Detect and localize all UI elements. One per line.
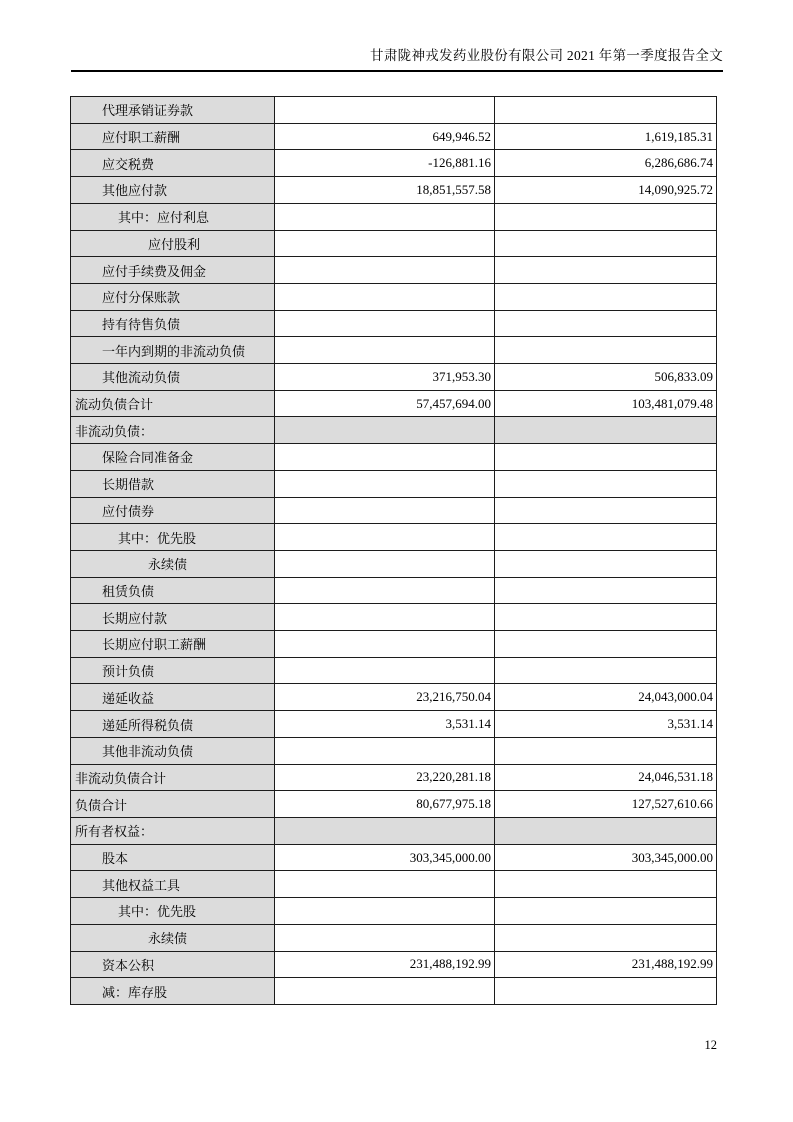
- amount-prior-cell: [495, 871, 717, 898]
- amount-current-cell: 303,345,000.00: [275, 844, 495, 871]
- table-row: [71, 283, 717, 310]
- amount-prior-cell: [495, 550, 717, 577]
- table-row: [71, 791, 717, 818]
- row-label-cell: 长期应付款: [71, 604, 275, 631]
- amount-prior-cell: 127,527,610.66: [495, 791, 717, 818]
- table-row: [71, 684, 717, 711]
- table-row: [71, 123, 717, 150]
- amount-current-cell: 231,488,192.99: [275, 951, 495, 978]
- row-label-cell: 预计负债: [71, 657, 275, 684]
- amount-prior-cell: [495, 817, 717, 844]
- page-number: 12: [704, 1038, 717, 1052]
- table-row: [71, 631, 717, 658]
- amount-prior-cell: 14,090,925.72: [495, 177, 717, 204]
- amount-current-cell: [275, 871, 495, 898]
- amount-current-cell: [275, 737, 495, 764]
- row-label-cell: 其中：优先股: [71, 898, 275, 925]
- amount-prior-cell: [495, 631, 717, 658]
- table-row: [71, 230, 717, 257]
- table-row: [71, 417, 717, 444]
- amount-prior-cell: [495, 737, 717, 764]
- row-label-cell: 递延所得税负债: [71, 711, 275, 738]
- row-label-cell: 股本: [71, 844, 275, 871]
- table-row: [71, 871, 717, 898]
- row-label-cell: 流动负债合计: [71, 390, 275, 417]
- amount-prior-cell: [495, 604, 717, 631]
- row-label-cell: 应付职工薪酬: [71, 123, 275, 150]
- amount-current-cell: 57,457,694.00: [275, 390, 495, 417]
- amount-current-cell: 23,216,750.04: [275, 684, 495, 711]
- row-label-cell: 应付分保账款: [71, 283, 275, 310]
- row-label-cell: 永续债: [71, 550, 275, 577]
- row-label-cell: 其中：优先股: [71, 524, 275, 551]
- table-row: [71, 711, 717, 738]
- amount-prior-cell: [495, 444, 717, 471]
- row-label-cell: 应交税费: [71, 150, 275, 177]
- amount-current-cell: [275, 631, 495, 658]
- row-label-cell: 其他权益工具: [71, 871, 275, 898]
- amount-prior-cell: [495, 978, 717, 1005]
- amount-prior-cell: 1,619,185.31: [495, 123, 717, 150]
- amount-current-cell: [275, 550, 495, 577]
- amount-current-cell: [275, 337, 495, 364]
- table-row: [71, 203, 717, 230]
- row-label-cell: 其他非流动负债: [71, 737, 275, 764]
- amount-prior-cell: 3,531.14: [495, 711, 717, 738]
- amount-prior-cell: 6,286,686.74: [495, 150, 717, 177]
- row-label-cell: 减：库存股: [71, 978, 275, 1005]
- row-label-cell: 租赁负债: [71, 577, 275, 604]
- amount-prior-cell: 24,043,000.04: [495, 684, 717, 711]
- amount-current-cell: [275, 230, 495, 257]
- row-label-cell: 负债合计: [71, 791, 275, 818]
- amount-current-cell: [275, 283, 495, 310]
- amount-current-cell: [275, 203, 495, 230]
- amount-current-cell: 80,677,975.18: [275, 791, 495, 818]
- amount-current-cell: [275, 310, 495, 337]
- table-row: [71, 737, 717, 764]
- table-row: [71, 97, 717, 124]
- amount-current-cell: 649,946.52: [275, 123, 495, 150]
- amount-current-cell: [275, 924, 495, 951]
- page-header: 甘肃陇神戎发药业股份有限公司 2021 年第一季度报告全文: [71, 46, 723, 72]
- amount-current-cell: 3,531.14: [275, 711, 495, 738]
- table-row: [71, 817, 717, 844]
- amount-prior-cell: [495, 230, 717, 257]
- table-row: [71, 577, 717, 604]
- table-row: [71, 310, 717, 337]
- table-row: [71, 604, 717, 631]
- row-label-cell: 其中：应付利息: [71, 203, 275, 230]
- amount-current-cell: [275, 817, 495, 844]
- amount-prior-cell: [495, 497, 717, 524]
- table-row: [71, 337, 717, 364]
- row-label-cell: 其他应付款: [71, 177, 275, 204]
- amount-prior-cell: 303,345,000.00: [495, 844, 717, 871]
- amount-prior-cell: 506,833.09: [495, 364, 717, 391]
- amount-current-cell: [275, 444, 495, 471]
- amount-current-cell: [275, 417, 495, 444]
- row-label-cell: 保险合同准备金: [71, 444, 275, 471]
- row-label-cell: 资本公积: [71, 951, 275, 978]
- amount-current-cell: [275, 898, 495, 925]
- amount-prior-cell: [495, 203, 717, 230]
- balance-sheet-table-body: [71, 97, 717, 1005]
- amount-current-cell: 18,851,557.58: [275, 177, 495, 204]
- row-label-cell: 长期应付职工薪酬: [71, 631, 275, 658]
- amount-prior-cell: [495, 924, 717, 951]
- row-label-cell: 其他流动负债: [71, 364, 275, 391]
- row-label-cell: 一年内到期的非流动负债: [71, 337, 275, 364]
- amount-prior-cell: [495, 337, 717, 364]
- row-label-cell: 非流动负债：: [71, 417, 275, 444]
- amount-prior-cell: 231,488,192.99: [495, 951, 717, 978]
- amount-current-cell: [275, 978, 495, 1005]
- amount-prior-cell: [495, 524, 717, 551]
- row-label-cell: 应付手续费及佣金: [71, 257, 275, 284]
- table-row: [71, 924, 717, 951]
- table-row: [71, 550, 717, 577]
- amount-current-cell: [275, 97, 495, 124]
- amount-prior-cell: [495, 577, 717, 604]
- balance-sheet-table: [70, 96, 717, 1005]
- table-row: [71, 898, 717, 925]
- table-row: [71, 951, 717, 978]
- table-row: [71, 390, 717, 417]
- table-row: [71, 177, 717, 204]
- amount-prior-cell: [495, 898, 717, 925]
- amount-prior-cell: [495, 657, 717, 684]
- table-row: [71, 497, 717, 524]
- row-label-cell: 长期借款: [71, 470, 275, 497]
- amount-prior-cell: 24,046,531.18: [495, 764, 717, 791]
- amount-current-cell: [275, 524, 495, 551]
- table-row: [71, 444, 717, 471]
- row-label-cell: 应付债券: [71, 497, 275, 524]
- row-label-cell: 所有者权益：: [71, 817, 275, 844]
- table-row: [71, 764, 717, 791]
- amount-current-cell: [275, 470, 495, 497]
- amount-prior-cell: [495, 417, 717, 444]
- table-row: [71, 150, 717, 177]
- table-row: [71, 470, 717, 497]
- amount-prior-cell: [495, 283, 717, 310]
- amount-current-cell: 23,220,281.18: [275, 764, 495, 791]
- table-row: [71, 524, 717, 551]
- table-row: [71, 257, 717, 284]
- row-label-cell: 永续债: [71, 924, 275, 951]
- table-row: [71, 657, 717, 684]
- row-label-cell: 递延收益: [71, 684, 275, 711]
- row-label-cell: 持有待售负债: [71, 310, 275, 337]
- row-label-cell: 非流动负债合计: [71, 764, 275, 791]
- amount-prior-cell: [495, 310, 717, 337]
- amount-current-cell: [275, 257, 495, 284]
- amount-current-cell: -126,881.16: [275, 150, 495, 177]
- amount-current-cell: [275, 497, 495, 524]
- amount-current-cell: [275, 604, 495, 631]
- table-row: [71, 978, 717, 1005]
- amount-prior-cell: 103,481,079.48: [495, 390, 717, 417]
- amount-current-cell: [275, 577, 495, 604]
- amount-current-cell: 371,953.30: [275, 364, 495, 391]
- row-label-cell: 应付股利: [71, 230, 275, 257]
- table-row: [71, 844, 717, 871]
- amount-prior-cell: [495, 257, 717, 284]
- amount-current-cell: [275, 657, 495, 684]
- table-row: [71, 364, 717, 391]
- row-label-cell: 代理承销证券款: [71, 97, 275, 124]
- amount-prior-cell: [495, 97, 717, 124]
- amount-prior-cell: [495, 470, 717, 497]
